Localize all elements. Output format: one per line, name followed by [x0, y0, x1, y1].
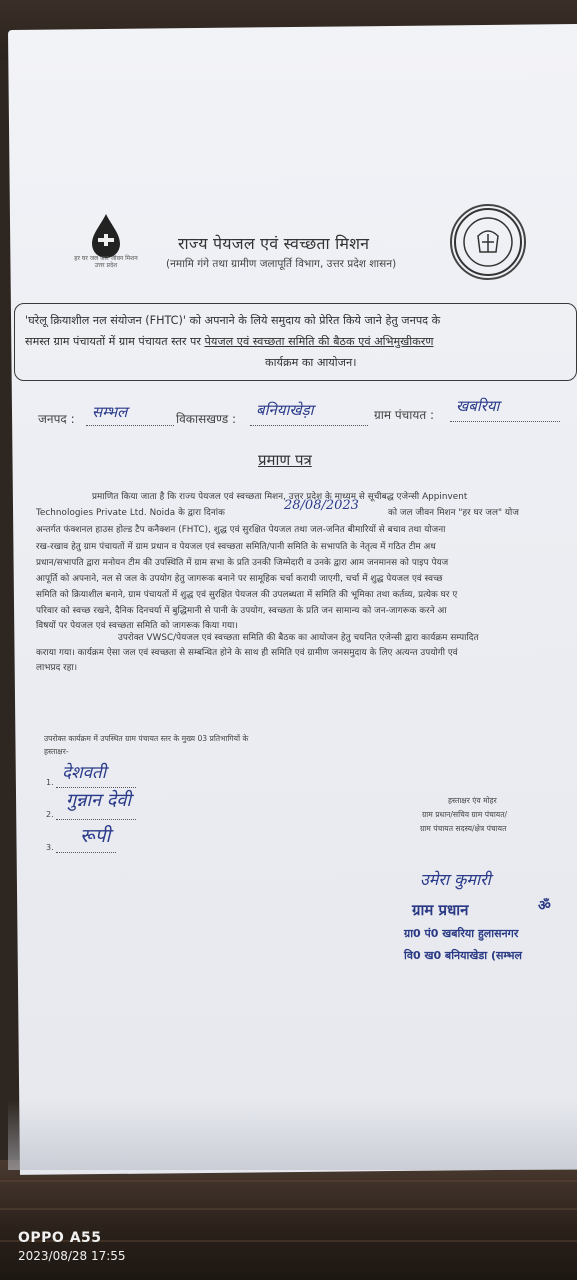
district-value: सम्भल [92, 403, 128, 421]
body-line-9: विषयों पर पेयजल एवं स्वच्छता समिति को जागरूक किया गया। [36, 621, 238, 631]
stamp-line-3: वि0 ख0 बनियाखेडा (सम्भल [404, 949, 522, 962]
participant-1-number: 1. [46, 778, 54, 787]
participant-3-signature: रूपी [80, 825, 111, 847]
district-dots [86, 424, 174, 426]
body-line-5: प्रधान/सभापति द्वारा मनोयन टीम की उपस्थिति में ग्राम सभा के प्रति उनकी जिम्मेदारी व उनके द्वारा आम जनमानस को पाइप पेयज [36, 558, 449, 568]
up-state-seal-icon [450, 204, 526, 280]
participants-intro: उपरोक्त कार्यक्रम में उपस्थित ग्राम पंचायत स्तर के मुख्य 03 प्रतिभागियों के [44, 734, 249, 743]
panchayat-value: खबरिया [456, 397, 500, 415]
body-line-8: परिवार को स्वच्छ रखने, दैनिक दिनचर्या में बुद्धिमानी से पानी के उपयोग, स्वच्छता के प्रति जन सामान्य को जन-जागरूक करने आ [36, 606, 447, 616]
body-line-11: कराया गया। कार्यक्रम ऐसा जल एवं स्वच्छता से सम्बन्धित होने के साथ ही समिति एवं ग्रामीण जनसमुदाय के लिए अत्यन्त उपयोगी एवं [36, 648, 458, 658]
camera-timestamp-watermark: 2023/08/28 17:55 [18, 1249, 126, 1263]
banner-line-2-underlined: पेयजल एवं स्वच्छता समिति की बैठक एवं अभिमुखीकरण [204, 335, 434, 348]
participant-1-signature: देशवती [62, 763, 107, 783]
participant-2-signature: गुन्नान देवी [66, 790, 131, 811]
body-line-2 [36, 506, 225, 518]
district-label: जनपद : [38, 412, 75, 426]
banner-line-2-prefix: समस्त ग्राम पंचायतों में ग्राम पंचायत स्तर पर [25, 335, 205, 348]
body-line-4: रख-रखाव हेतु ग्राम पंचायतों में ग्राम प्रधान व पेयजल एवं स्वच्छता समिति/पानी समिति के सभापति के नेतृत्व में गठित टीम अध [36, 542, 436, 552]
stamp-line-2: ग्रा0 पं0 खबरिया हुलासनगर [404, 927, 519, 940]
body-line-2-suffix: को जल जीवन मिशन "हर घर जल" योज [388, 508, 519, 518]
program-banner [14, 303, 577, 381]
stamp-om: ॐ [538, 898, 551, 914]
participant-3-dots [56, 851, 116, 853]
participant-2-number: 2. [46, 810, 54, 819]
pradhan-signature: उमेरा कुमारी [420, 870, 491, 889]
program-date: 28/08/2023 [284, 498, 359, 513]
block-dots [250, 424, 368, 426]
page-subtitle: (नमामि गंगे तथा ग्रामीण जलापूर्ति विभाग, उत्तर प्रदेश शासन) [166, 258, 397, 270]
body-line-7: समिति को क्रियाशील बनाने, ग्राम पंचायतों में शुद्ध एवं सुरक्षित पेयजल की उपलब्धता में समिति की भूमिका तथा कर्तव्य, प्रत्येक घर ए [36, 590, 458, 600]
page-title: राज्य पेयजल एवं स्वच्छता मिशन [178, 234, 370, 253]
banner-line-3: कार्यक्रम का आयोजन। [265, 356, 357, 369]
block-value: बनियाखेड़ा [256, 401, 314, 419]
stamp-title: ग्राम प्रधान [412, 901, 469, 919]
signatory-label-1: हस्ताक्षर एंव मोहर [448, 796, 497, 805]
panchayat-dots [450, 420, 560, 422]
body-line-1: प्रमाणित किया जाता है कि राज्य पेयजल एवं स्वच्छता मिशन, उत्तर प्रदेश के माध्यम से सूचीबद्ध एजेन्सी Appinvent [92, 492, 468, 502]
body-line-3: अन्तर्गत फंक्शनल हाउस होल्ड टैप कनैक्शन (FHTC), शुद्ध एवं सुरक्षित पेयजल तथा जल-जनित बीमारियों से बचाव तथा योजना [36, 525, 446, 535]
participants-intro-2: हस्ताक्षर- [44, 747, 69, 756]
body-line-12: लाभप्रद रहा। [36, 663, 78, 673]
participant-2-dots [56, 818, 136, 820]
body-line-10: उपरोक्त VWSC/पेयजल एवं स्वच्छता समिति की बैठक का आयोजन हेतु चयनित एजेन्सी द्वारा कार्यक्रम सम्पादित [118, 633, 479, 643]
certificate-title: प्रमाण पत्र [258, 451, 312, 469]
participant-3-number: 3. [46, 843, 54, 852]
panchayat-label: ग्राम पंचायत : [374, 408, 435, 422]
banner-line-2 [25, 334, 433, 349]
paper-fold-shadow [8, 1100, 577, 1170]
block-label: विकासखण्ड : [176, 412, 237, 426]
signatory-label-3: ग्राम पंचायत सदस्य/क्षेत्र पंचायत [420, 824, 507, 833]
body-line-6: आपूर्ति को अपनाने, नल से जल के उपयोग हेतु जागरूक बनाने पर सामूहिक चर्चा करायी जाएगी, चर्चा में शुद्ध पेयजल एवं स्वच्छ [36, 574, 443, 584]
body-line-2-prefix: Technologies Private Ltd. Noida के द्वारा दिनांक [36, 508, 225, 518]
logo-caption: हर घर जल जल जीवन मिशन उत्तर प्रदेश [74, 255, 138, 269]
camera-brand-watermark: OPPO A55 [18, 1230, 102, 1246]
signatory-label-2: ग्राम प्रधान/सचिव ग्राम पंचायत/ [422, 810, 508, 819]
banner-line-1: 'घरेलू क्रियाशील नल संयोजन (FHTC)' को अपनाने के लिये समुदाय को प्रेरित किये जाने हेतु जनपद के [25, 314, 441, 327]
